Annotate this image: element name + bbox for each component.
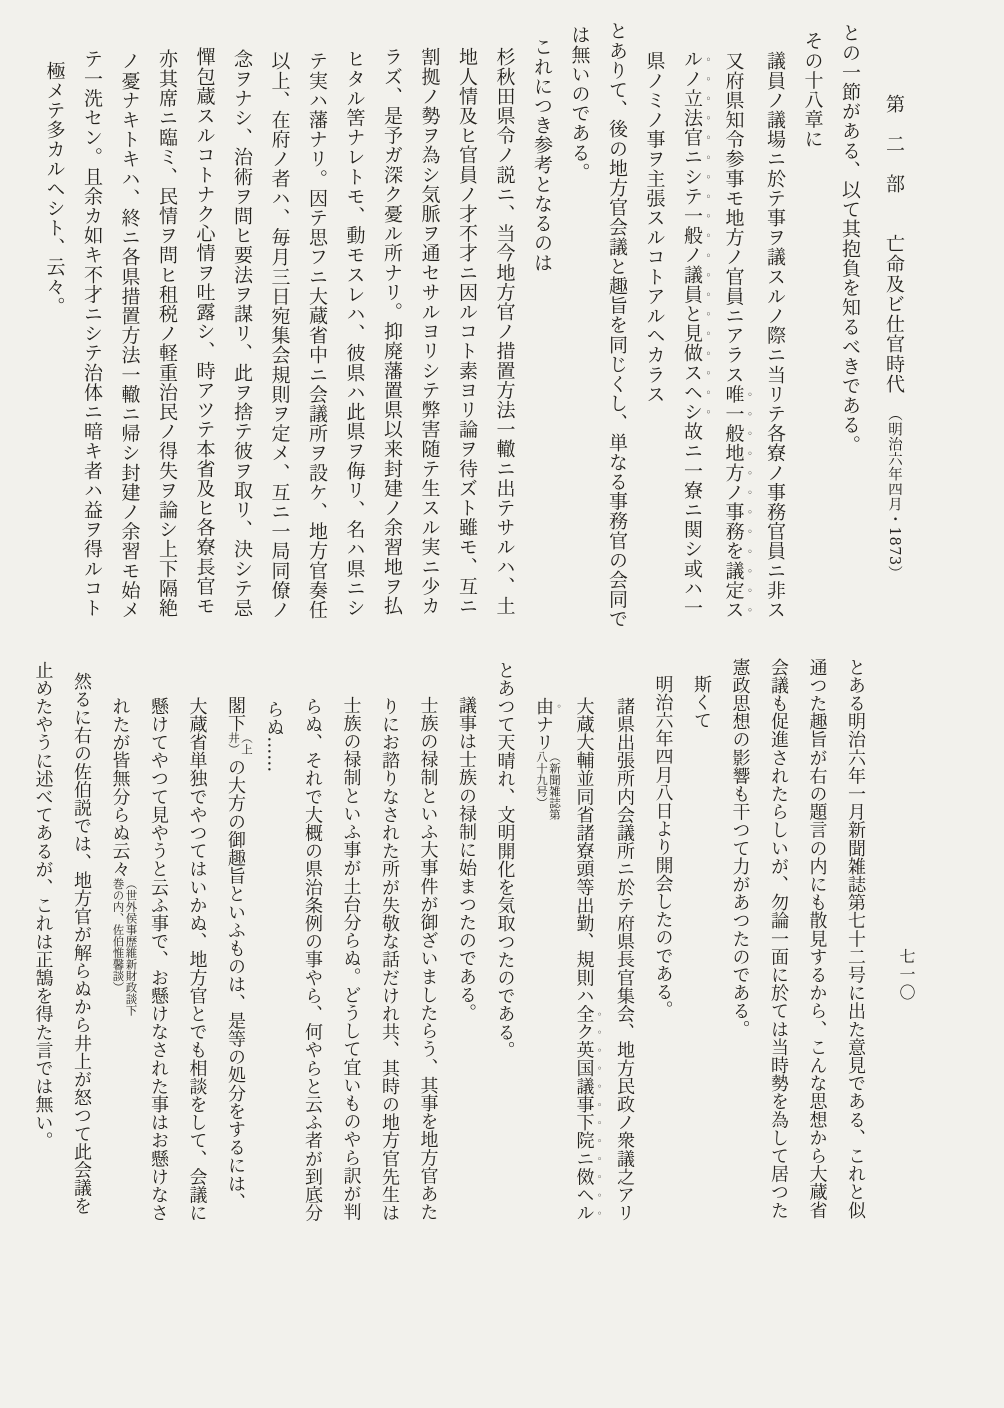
text-run: これにつき参考となるのは xyxy=(531,37,553,273)
text-column xyxy=(408,658,447,1250)
text-run: 又府県知令参事モ地方ノ官員ニアラス xyxy=(722,51,745,385)
text-run: 然るに右の佐伯説では、地方官が解らぬから井上が怒つて此会議を xyxy=(71,672,92,1215)
text-run: 士族の禄制といふ事が土台分らぬ。どうして宜いものやら訳が判 xyxy=(340,696,362,1221)
text-run: 故ニ一寮ニ関シ或ハ一 xyxy=(681,421,703,618)
text-column xyxy=(797,658,836,1250)
text-column xyxy=(598,21,636,653)
text-run: 大蔵大輔並同省諸寮頭等出勤、規則ハ xyxy=(573,697,595,1005)
text-run: 士族の禄制といふ大事件が御ざいましたらう、其事を地方官あた xyxy=(417,696,439,1221)
text-column xyxy=(370,658,409,1250)
text-column xyxy=(831,21,869,653)
text-column xyxy=(260,21,298,653)
text-run: ノ憂ナキトキハ、終ニ各県措置方法一轍ニ帰シ封建ノ余習モ始メ xyxy=(118,51,141,620)
running-header-date: （明治六年四月・1873） xyxy=(886,414,902,581)
text-run: 通つた趣旨が右の題言の内にも散見するから、こんな思想から大蔵省 xyxy=(806,658,828,1220)
text-column xyxy=(447,658,486,1250)
text-column xyxy=(73,21,111,653)
text-run: 地人情及ヒ官員ノ才不才ニ因ルコト素ヨリ論ヲ待ズト雖モ、互ニ xyxy=(456,47,478,616)
text-run: 議員ノ議場ニ於テ事ヲ議スルノ際ニ当リテ各寮ノ事務官員ニ非ス xyxy=(764,51,786,620)
text-column xyxy=(605,658,644,1250)
text-run: 止めたやうに述べてあるが、これは正鵠を得た言では無い。 xyxy=(32,661,54,1150)
bottom-text-block xyxy=(23,658,874,1250)
text-run: らぬ…… xyxy=(263,700,285,773)
top-text-block xyxy=(35,21,868,653)
text-column xyxy=(793,21,831,653)
text-column xyxy=(331,658,370,1250)
text-column xyxy=(410,21,448,653)
text-run: 明治六年四月八日より開会したのである。 xyxy=(652,675,674,1019)
text-column xyxy=(110,21,148,653)
text-column xyxy=(335,21,373,653)
text-run: ラズ、是予ガ深ク憂ル所ナリ。抑廃藩置県以来封建ノ余習地ヲ払 xyxy=(381,47,403,616)
text-column xyxy=(148,21,186,653)
text-column xyxy=(673,21,715,653)
inline-note: （上井） xyxy=(227,732,254,756)
text-column xyxy=(254,658,293,1250)
text-column xyxy=(635,21,673,653)
text-column xyxy=(759,658,798,1250)
text-column xyxy=(836,658,875,1250)
text-run: 会議も促進されたらしいが、勿論一面に於ては当時勢を為して居つた xyxy=(768,658,789,1220)
text-run: 閣下 xyxy=(225,696,246,733)
text-column xyxy=(62,658,101,1250)
inline-note: （世外侯事歴維新財政談下巻の内、佐伯惟馨談） xyxy=(111,878,139,1016)
text-run: ヒタル筈ナレトモ、動モスレハ、彼県ハ此県ヲ侮リ、名ハ県ニシ xyxy=(343,49,366,618)
emphasized-text: 由 xyxy=(533,697,554,716)
text-column xyxy=(643,658,682,1250)
text-column xyxy=(373,21,411,653)
text-run: らぬ、それで大概の県治条例の事やら、何やらと云ふ者が到底分 xyxy=(302,697,323,1222)
text-run: とあつて天晴れ、文明開化を気取つたのである。 xyxy=(494,661,516,1060)
text-run: 極メテ多カルヘシト、云々。 xyxy=(43,61,66,316)
text-column xyxy=(560,21,598,653)
inline-note: （新聞雑誌第八十九号） xyxy=(535,751,562,821)
text-run: 亦其席ニ臨ミ、民情ヲ問ヒ租税ノ軽重治民ノ得失ヲ論シ上下隔絶 xyxy=(156,49,178,618)
text-run: 懸けてやつて見やうと云ふ事で、お懸けなされた事はお懸けなさ xyxy=(148,697,169,1222)
text-column xyxy=(564,658,605,1250)
emphasized-text: 全ク英国議事下院ニ傚ヘル xyxy=(573,1004,595,1222)
text-column xyxy=(216,658,255,1250)
text-run: の大方の御趣旨といふものは、是等の処分をするには、 xyxy=(225,758,246,1211)
emphasized-text: 唯一般地方ノ事務を議定ス xyxy=(722,384,745,620)
text-run: 大蔵省単独でやつてはいかぬ、地方官とでも相談をして、会議に xyxy=(186,697,208,1222)
emphasized-text: ルノ立法官ニシテ一般ノ議員と見做スヘシ xyxy=(681,49,703,422)
text-column xyxy=(223,21,261,653)
text-run: 杉秋田県令ノ説ニ、当今地方官ノ措置方法一轍ニ出テサルハ、土 xyxy=(493,47,516,616)
text-run: 念ヲナシ、治術ヲ問ヒ要法ヲ謀リ、此ヲ捨テ彼ヲ取リ、決シテ忌 xyxy=(231,49,253,618)
text-run: 議事は士族の禄制に始まつたのである。 xyxy=(456,696,477,1022)
text-run: とある明治六年一月新聞雑誌第七十二号に出た意見である、これと似 xyxy=(845,658,866,1220)
text-column xyxy=(524,658,565,1250)
text-column xyxy=(756,21,794,653)
text-run: 斯くて xyxy=(691,675,712,730)
text-run: とありて、後の地方官会議と趣旨を同じくし、単なる事務官の会同で xyxy=(606,21,628,629)
text-run: れたが皆無分らぬ云々 xyxy=(109,697,131,878)
text-run: 県ノミノ事ヲ主張スルコトアルヘカラス xyxy=(643,51,666,404)
text-run: ナリ xyxy=(533,715,554,752)
text-run: は無いのである。 xyxy=(568,25,591,182)
running-header xyxy=(882,94,906,581)
text-run: 諸県出張所内会議所ニ於テ府県長官集会、地方民政ノ衆議之アリ xyxy=(614,697,635,1222)
text-column xyxy=(682,658,721,1250)
text-column xyxy=(23,658,62,1250)
text-column xyxy=(100,658,139,1250)
text-column xyxy=(298,21,336,653)
text-column xyxy=(485,658,524,1250)
text-run: その十八章に xyxy=(801,31,824,149)
text-run: 割拠ノ勢ヲ為シ気脈ヲ通セサルヨリシテ弊害随テ生スル実ニ少カ xyxy=(418,47,441,616)
text-column xyxy=(714,21,756,653)
page-number: 七一〇 xyxy=(897,948,916,1002)
text-run: テ実ハ藩ナリ。因テ思フニ大蔵省中ニ会議所ヲ設ケ、地方官奏任 xyxy=(306,51,328,620)
text-run: 以上、在府ノ者ハ、毎月三日宛集会規則ヲ定メ、互ニ一局同僚ノ xyxy=(268,51,291,620)
text-column xyxy=(185,21,223,653)
text-run: りにお諮りなされた所が失敬な話だけれ共、其時の地方官先生は xyxy=(379,697,400,1222)
text-run: テ一洗セン。且余カ如キ不才ニシテ治体ニ暗キ者ハ益ヲ得ルコト xyxy=(81,49,103,618)
text-column xyxy=(293,658,332,1250)
running-header-title: 第 二 部 亡命及ビ仕官時代 xyxy=(883,94,905,414)
text-run: 憲政思想の影響も干つて力があつたのである。 xyxy=(729,658,751,1039)
text-run: との一節がある、以て其抱負を知るべきである。 xyxy=(839,23,861,455)
text-column xyxy=(177,658,216,1250)
text-column xyxy=(523,21,561,653)
text-column xyxy=(448,21,486,653)
text-column xyxy=(485,21,523,653)
text-column xyxy=(720,658,759,1250)
text-column xyxy=(35,21,73,653)
text-column xyxy=(139,658,178,1250)
text-run: 憚包蔵スルコトナク心情ヲ吐露シ、時アツテ本省及ヒ各寮長官モ xyxy=(193,47,216,616)
